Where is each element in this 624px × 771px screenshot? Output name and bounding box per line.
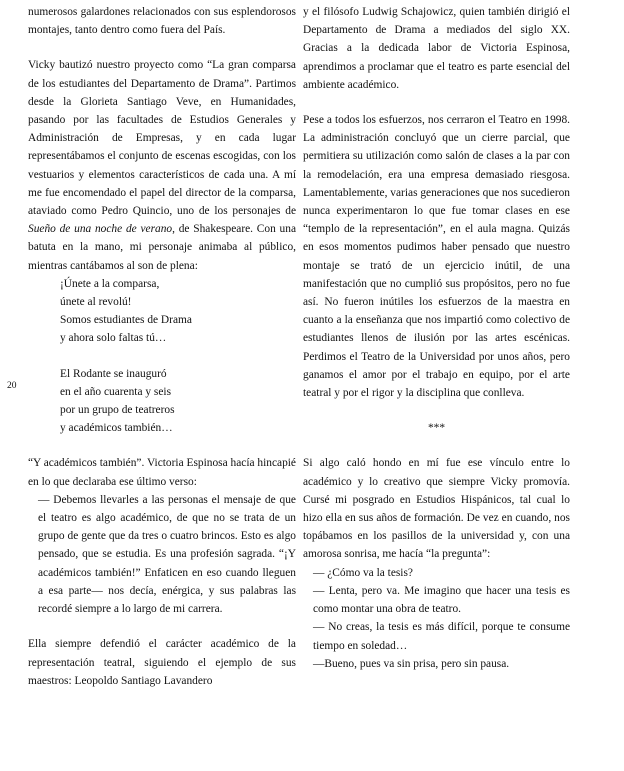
verse-line: únete al revolú! [60,296,132,309]
section-separator: *** [427,422,446,435]
dialog-line: — No creas, la tesis es más difícil, porque te consume tiempo en soledad… [313,621,570,652]
left-quote: — Debemos llevarles a las personas el mensaje de que el teatro es algo académico, de que no se trata de un grupo de gente que da tres o cuatro brincos. Esto es algo pensado, que se estudia. Es una profesión sagrada. “¡Y académicos también!” Enfaticen en eso cuando lleguen a esa parte— nos decía, enérgica, y sus palabras las recordé siempre a lo largo de mi carrera. [38,493,296,616]
dialog-line: — Lenta, pero va. Me imagino que hacer una tesis es como montar una obra de teatro. [313,584,570,616]
right-paragraph-1: y el filósofo Ludwig Schajowicz, quien también dirigió el Departamento de Drama a mediados del siglo XX. Gracias a la dedicada labor de Victoria Espinosa, aprendimos a proclamar que el teatro es parte esencial del ambiente académico. [303,6,570,91]
dialog-line: — ¿Cómo va la tesis? [313,566,413,579]
verse-line: El Rodante se inauguró [60,367,167,380]
left-paragraph-3: “Y académicos también”. Victoria Espinosa hacía hincapié en lo que declaraba ese último verso: [28,457,296,488]
left-column [28,3,296,690]
play-title: Sueño de una noche de verano [28,223,173,236]
verse-stanza-2 [60,365,296,438]
right-paragraph-2: Pese a todos los esfuerzos, nos cerraron el Teatro en 1998. La administración concluyó que un cierre parcial, que permitiera su utilización como salón de clases a la par con la remodelación, era una empresa demasiado riesgosa. Lamentablemente, varias generaciones que nos sucedieron nunca experimentaron lo que fue tomar clases en ese “templo de la representación”, en el aula magna. Quizás en esos momentos pudimos haber pensado que nuestro montaje se trató de un ejercicio inútil, de una manifestación que no cumplió sus propósitos, pero no fue así. No fueron inútiles los esfuerzos de la maestra en cuanto a la enseñanza que nos impartió como colectivo de estudiantes llenos de ilusión por las artes escénicas. Perdimos el Teatro de la Universidad por unos años, pero ganamos el amor por el trabajo en equipo, por el arte teatral y por el rigor y la disciplina que conlleva. [303,114,570,400]
verse-line: y ahora solo faltas tú… [60,332,167,345]
verse-line: en el año cuarenta y seis [60,385,172,398]
paragraph-text: , de Shakespeare. Con una batuta en la mano, mi personaje animaba al público, mientras cantábamos al son de plena: [28,223,296,272]
right-paragraph-3: Si algo caló hondo en mí fue ese vínculo entre lo académico y lo creativo que siempre Vicky promovía. Cursé mi posgrado en Estudios Hispánicos, tal cual lo hizo ella en sus años de formación. De vez en cuando, nos topábamos en los pasillos de la universidad y, con una amorosa sonrisa, me hacía “la pregunta”: [303,457,570,561]
page-number: 20 [7,381,17,391]
verse-line: Somos estudiantes de Drama [60,314,192,327]
right-column [303,3,570,673]
left-paragraph-2 [28,56,296,274]
verse-line: ¡Únete a la comparsa, [60,277,160,290]
paragraph-text: Vicky bautizó nuestro proyecto como “La gran comparsa de los estudiantes del Departamento de Drama”. Partimos desde la Glorieta Santiago Veve, en Humanidades, pasando por las facultades de Estudios Generales y Administración de Empresas, y en cada lugar representábamos el conjunto de escenas escogidas, con los vestuarios y elementos característicos de cada una. A mí me fue encomendado el papel del director de la comparsa, ataviado como Pedro Quincio, uno de los personajes de [28,59,296,218]
verse-line: y académicos también… [60,422,173,435]
left-paragraph-1: numerosos galardones relacionados con sus esplendorosos montajes, tanto dentro como fuera del País. [28,6,296,37]
verse-line: por un grupo de teatreros [60,404,175,417]
left-paragraph-5: Ella siempre defendió el carácter académico de la representación teatral, siguiendo el ejemplo de sus maestros: Leopoldo Santiago Lavandero [28,638,296,687]
verse-stanza-1 [60,275,296,348]
dialog-line: —Bueno, pues va sin prisa, pero sin pausa. [313,657,510,670]
